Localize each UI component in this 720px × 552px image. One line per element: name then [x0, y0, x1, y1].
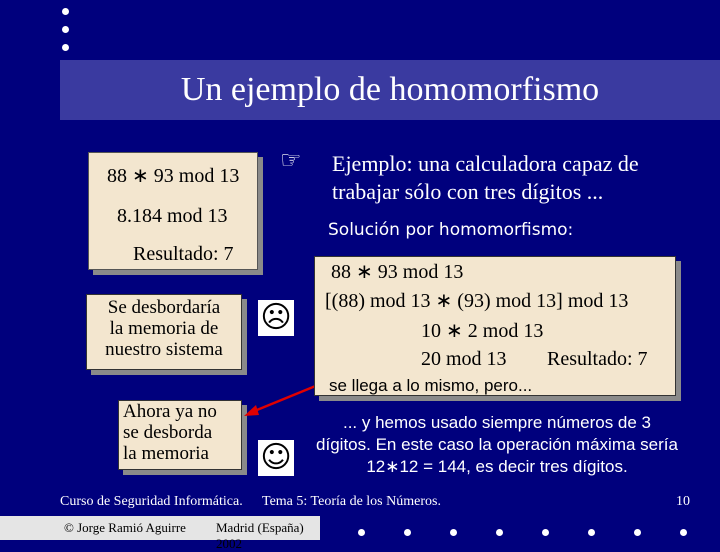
- result-box: [314, 256, 676, 396]
- footer-author: © Jorge Ramió Aguirre: [64, 520, 186, 535]
- result-line-3: 10 ∗ 2 mod 13: [421, 320, 544, 342]
- result-line-4: 20 mod 13: [421, 348, 507, 370]
- footer-place: Madrid (España) 2002: [216, 520, 304, 551]
- result-line-2: [(88) mod 13 ∗ (93) mod 13] mod 13: [325, 290, 629, 312]
- overflow-line-2: la memoria de: [109, 318, 219, 339]
- bullet-text: Ejemplo: una calculadora capaz de trabajar sólo con tres dígitos ...: [332, 151, 639, 204]
- pointing-hand-icon: ☞: [280, 146, 302, 174]
- result-line-1: 88 ∗ 93 mod 13: [331, 261, 464, 283]
- footer-bar: [0, 516, 320, 551]
- calc-line-2: 8.184 mod 13: [117, 205, 228, 227]
- decor-dot: [680, 529, 687, 536]
- decor-dot: [634, 529, 641, 536]
- decor-dot: [496, 529, 503, 536]
- overflow-line-3: nuestro sistema: [105, 339, 223, 360]
- result-conclusion: se llega a lo mismo, pero...: [329, 376, 533, 395]
- happy-face-icon: ☺: [258, 440, 294, 476]
- decor-dot: [588, 529, 595, 536]
- calc-line-1: 88 ∗ 93 mod 13: [107, 165, 240, 187]
- footer-topic: Tema 5: Teoría de los Números.: [262, 494, 441, 509]
- decor-dot: [358, 529, 365, 536]
- slide-title: Un ejemplo de homomorfismo: [180, 71, 600, 108]
- solution-heading: Solución por homomorfismo:: [328, 220, 574, 240]
- no-overflow-line-2: se desborda: [123, 422, 213, 443]
- explanation-note: ... y hemos usado siempre números de 3 dígitos. En este caso la operación máxima sería 12∗12 = 144, es decir tres dígitos.: [316, 413, 678, 476]
- footer-page-number: 10: [676, 494, 690, 509]
- decor-dot: [542, 529, 549, 536]
- calc-line-3: Resultado: 7: [133, 243, 234, 265]
- overflow-line-1: Se desbordaría: [107, 297, 221, 318]
- footer-course: Curso de Seguridad Informática.: [60, 494, 243, 509]
- no-overflow-line-1: Ahora ya no: [123, 401, 217, 422]
- result-value: Resultado: 7: [547, 348, 648, 370]
- decor-dot: [450, 529, 457, 536]
- decor-dot: [404, 529, 411, 536]
- no-overflow-line-3: la memoria: [123, 443, 209, 464]
- sad-face-icon: ☹: [258, 300, 294, 336]
